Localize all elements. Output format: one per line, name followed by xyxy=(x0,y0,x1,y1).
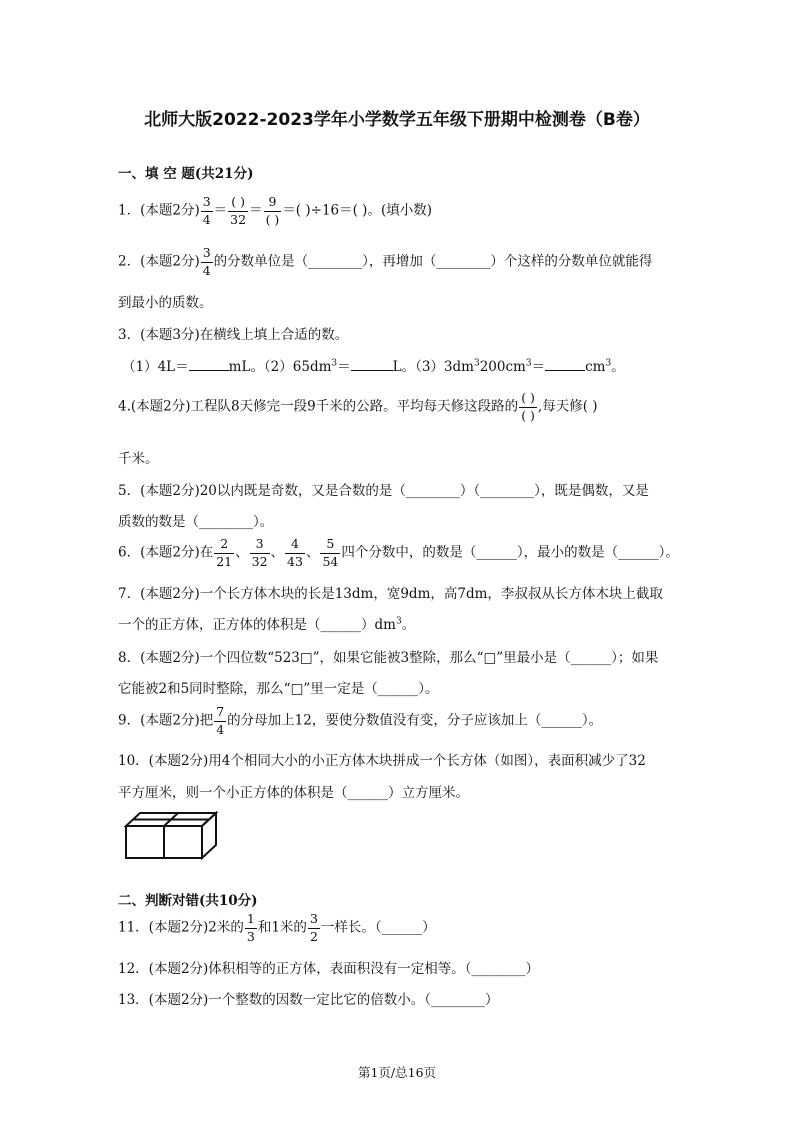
q2-fraction-3-4 xyxy=(201,247,213,277)
q1-f3-denominator: ( ) xyxy=(265,211,280,227)
q3-line1: 3．(本题3分)在横线上填上合适的数。 xyxy=(118,327,349,343)
q3-blank-2[interactable] xyxy=(351,369,393,371)
q9-denominator: 4 xyxy=(216,721,225,737)
q9-numerator: 7 xyxy=(214,706,226,722)
q6-f1-denominator: 21 xyxy=(216,553,233,569)
q3-part1: （1）4L＝ xyxy=(122,359,189,375)
q3-part1-unit: mL xyxy=(228,359,251,375)
q11-f2-numerator: 3 xyxy=(308,913,320,929)
question-6 xyxy=(118,538,679,568)
q1-f1-denominator: 4 xyxy=(202,211,211,227)
q4-line2: 千米。 xyxy=(118,451,159,467)
question-2 xyxy=(118,247,652,277)
page-title: 北师大版2022-2023学年小学数学五年级下册期中检测卷（B卷） xyxy=(144,110,650,130)
q6-f3-denominator: 43 xyxy=(287,553,303,569)
q3-sup-c: 3 xyxy=(525,358,532,369)
q1-f3-numerator: 9 xyxy=(264,196,282,212)
q6-sep-2: 、 xyxy=(270,544,285,561)
q6-sep-1: 、 xyxy=(235,544,249,561)
q4-denominator: ( ) xyxy=(521,407,535,423)
section-heading-fill-blank: 一、填 空 题(共21分) xyxy=(118,166,254,182)
q3-part2-unit: L xyxy=(392,359,402,375)
q3-blank-1[interactable] xyxy=(189,369,229,371)
q1-middle: ＝( )÷16＝( ) xyxy=(282,202,368,219)
q4-suffix: ,每天修( ) xyxy=(537,398,598,415)
q1-f2-numerator: ( ) xyxy=(228,196,248,212)
q3-blank-3[interactable] xyxy=(545,369,585,371)
q6-suffix: 四个分数中，的数是（______），最小的数是（______）。 xyxy=(341,544,679,561)
q11-suffix: 一样长。（______） xyxy=(320,919,436,936)
q4-numerator: ( ) xyxy=(519,392,537,408)
section-heading-true-false: 二、判断对错(共10分) xyxy=(118,893,258,909)
q3-part3b: 200cm xyxy=(479,359,526,375)
question-12: 12．(本题2分)体积相等的正方体，表面积没有一定相等。（________） xyxy=(118,961,540,977)
q3-sup-d: 3 xyxy=(605,358,612,369)
q8-line1: 8．(本题2分)一个四位数“523□”，如果它能被3整除，那么“□”里最小是（______）；如果 xyxy=(118,650,659,666)
q1-prefix: 1．(本题2分) xyxy=(118,202,200,219)
q2-line1: 的分数单位是（________），再增加（________）个这样的分数单位就能得 xyxy=(213,253,653,270)
q11-fraction-3-2 xyxy=(308,913,320,943)
q3-part3: 。（3）3dm xyxy=(401,359,474,375)
q4-fraction-blank xyxy=(519,392,537,422)
cuboid-figure xyxy=(120,808,220,862)
q6-f4-numerator: 5 xyxy=(320,538,340,554)
q11-prefix: 11．(本题2分)2米的 xyxy=(118,919,244,936)
q11-f2-denominator: 2 xyxy=(309,928,318,944)
q6-fraction-1 xyxy=(214,538,234,568)
question-3-items: （1）4L＝ mL。$(2)65dm^3= L$。$(3)3dm^3200cm^3= cm^3$。 xyxy=(122,358,625,375)
q7-line2-wrap xyxy=(118,613,415,633)
q6-prefix: 6．(本题2分)在 xyxy=(118,544,214,561)
page-footer: 第1页/总16页 xyxy=(357,1065,437,1080)
q1-f2-denominator: 32 xyxy=(230,211,247,227)
q7-sup: 3 xyxy=(395,616,402,627)
q2-numerator: 3 xyxy=(201,247,213,263)
question-11 xyxy=(118,913,436,943)
q11-fraction-1-3 xyxy=(245,913,257,943)
q2-line2: 到最小的质数。 xyxy=(118,295,213,311)
question-13: 13．(本题2分)一个整数的因数一定比它的倍数小。（________） xyxy=(118,992,499,1008)
question-9 xyxy=(118,706,602,736)
q6-f2-numerator: 3 xyxy=(250,538,270,554)
q6-fraction-3 xyxy=(285,538,305,568)
q11-middle: 和1米的 xyxy=(257,919,307,936)
q6-sep-3: 、 xyxy=(305,544,320,561)
q1-suffix: 。(填小数) xyxy=(367,202,432,219)
q10-line2: 平方厘米，则一个小正方体的体积是（______）立方厘米。 xyxy=(118,785,469,801)
q2-prefix: 2．(本题2分) xyxy=(118,253,200,270)
q6-fraction-2 xyxy=(250,538,270,568)
q1-f1-numerator: 3 xyxy=(201,196,213,212)
q5-line2: 质数的数是（________）。 xyxy=(118,514,274,530)
q9-prefix: 9．(本题2分)把 xyxy=(118,712,214,729)
q11-f1-numerator: 1 xyxy=(245,913,257,929)
q6-f3-numerator: 4 xyxy=(285,538,305,554)
q6-f1-numerator: 2 xyxy=(214,538,234,554)
q3-sup-a: 3 xyxy=(331,358,338,369)
q10-line1: 10．(本题2分)用4个相同大小的小正方体木块拼成一个长方体（如图），表面积减少了32 xyxy=(118,753,646,769)
q5-line1: 5．(本题2分)20以内既是奇数，又是合数的是（________）（________），既是偶数，又是 xyxy=(118,483,649,499)
q7-line2: 一个的正方体，正方体的体积是（______）dm xyxy=(118,617,396,633)
q8-line2: 它能被2和5同时整除，那么“□”里一定是（______）。 xyxy=(118,681,439,697)
q1-fraction-3-4 xyxy=(201,196,213,226)
q1-fraction-blank-32 xyxy=(228,196,248,226)
q9-fraction-7-4 xyxy=(214,706,226,736)
q6-f4-denominator: 54 xyxy=(322,553,339,569)
q7-end: 。 xyxy=(401,617,416,633)
q11-f1-denominator: 3 xyxy=(246,928,255,944)
q2-denominator: 4 xyxy=(202,262,211,278)
q9-suffix: 的分母加上12，要使分数值没有变，分子应该加上（______）。 xyxy=(227,712,603,729)
q3-part2: 。（2）65dm xyxy=(250,359,332,375)
q4-prefix: 4.(本题2分)工程队8天修完一段9千米的公路。平均每天修这段路的 xyxy=(118,398,519,415)
q6-f2-denominator: 32 xyxy=(251,553,268,569)
q7-line1: 7．(本题2分)一个长方体木块的长是13dm，宽9dm，高7dm，李叔叔从长方体木块上截取 xyxy=(118,586,663,602)
q3-part3-unit: cm xyxy=(585,359,606,375)
q3-end: 。 xyxy=(611,359,625,375)
q6-fraction-4 xyxy=(320,538,340,568)
q1-fraction-9-blank xyxy=(264,196,282,226)
question-4 xyxy=(118,392,598,422)
q3-sup-b: 3 xyxy=(473,358,480,369)
question-1: 1．(本题2分) $\frac{3}{4}$ ＝ $\frac{( )}{32}$ ＝ $\frac{9}{( )}$ ＝( )÷16＝( )。(填小数) xyxy=(118,194,432,227)
